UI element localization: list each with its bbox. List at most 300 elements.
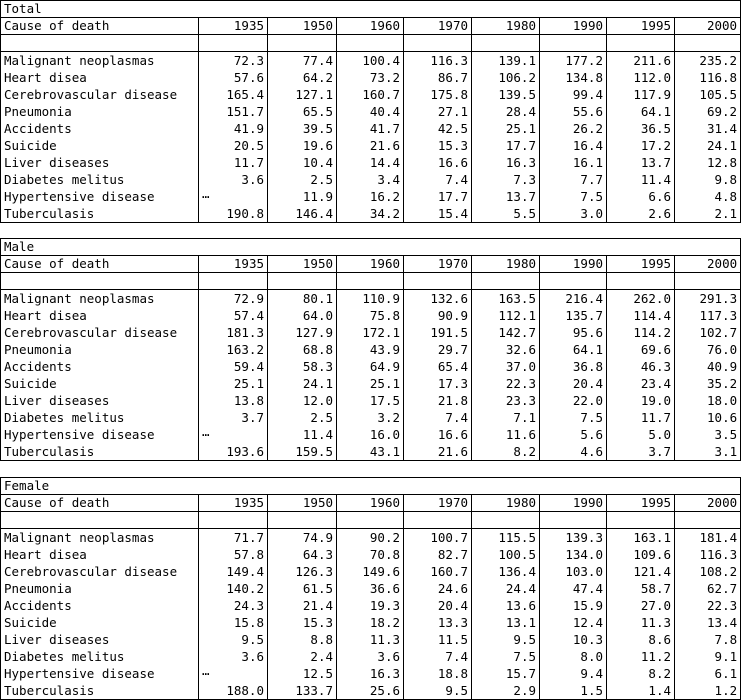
- value-cell: 15.7: [472, 665, 540, 682]
- value-cell: 74.9: [268, 529, 337, 547]
- value-cell: 165.4: [199, 86, 268, 103]
- value-cell: 7.5: [540, 409, 607, 426]
- value-cell: 17.2: [607, 137, 675, 154]
- value-cell: 20.4: [540, 375, 607, 392]
- value-cell: 15.8: [199, 614, 268, 631]
- value-cell: 5.5: [472, 205, 540, 223]
- value-cell: 11.7: [607, 409, 675, 426]
- cause-label: Heart disea: [1, 546, 199, 563]
- value-cell: 25.1: [199, 375, 268, 392]
- cause-label: Tuberculasis: [1, 205, 199, 223]
- empty-cell: [404, 35, 472, 52]
- value-cell: 15.3: [268, 614, 337, 631]
- value-cell: 11.3: [607, 614, 675, 631]
- value-cell: 77.4: [268, 52, 337, 70]
- value-cell: …: [202, 665, 210, 678]
- value-cell: 13.7: [607, 154, 675, 171]
- table-row: [1, 69, 741, 86]
- value-cell: 7.4: [404, 648, 472, 665]
- empty-cell: [1, 35, 199, 52]
- value-cell: 20.5: [199, 137, 268, 154]
- cause-label: Liver diseases: [1, 631, 199, 648]
- value-cell: 13.7: [472, 188, 540, 205]
- table-row: [1, 631, 741, 648]
- value-cell: 8.2: [472, 443, 540, 461]
- value-cell: 12.8: [675, 154, 741, 171]
- value-cell: 7.5: [540, 188, 607, 205]
- value-cell: 58.3: [268, 358, 337, 375]
- value-cell: 57.8: [199, 546, 268, 563]
- value-cell: 235.2: [675, 52, 741, 70]
- table-row: [1, 86, 741, 103]
- column-header-year: 1970: [404, 18, 472, 35]
- value-cell: 3.2: [337, 409, 404, 426]
- value-cell: 41.9: [199, 120, 268, 137]
- value-cell: 1.2: [675, 682, 741, 700]
- value-cell: 64.1: [607, 103, 675, 120]
- section-title: Male: [1, 239, 741, 256]
- column-header-year: 1995: [607, 18, 675, 35]
- section-title: Total: [1, 1, 741, 18]
- cause-label: Liver diseases: [1, 154, 199, 171]
- table-row: [1, 409, 741, 426]
- table-row: [1, 120, 741, 137]
- value-cell: 35.2: [675, 375, 741, 392]
- value-cell: 24.6: [404, 580, 472, 597]
- empty-cell: [268, 273, 337, 290]
- value-cell: 163.1: [607, 529, 675, 547]
- column-header-year: 1960: [337, 18, 404, 35]
- value-cell: 2.9: [472, 682, 540, 700]
- value-cell: 7.3: [472, 171, 540, 188]
- column-header-year: 1960: [337, 495, 404, 512]
- value-cell: 12.0: [268, 392, 337, 409]
- empty-cell: [199, 273, 268, 290]
- value-cell: 149.6: [337, 563, 404, 580]
- value-cell: 151.7: [199, 103, 268, 120]
- value-cell: 71.7: [199, 529, 268, 547]
- table-row: [1, 103, 741, 120]
- column-header-year: 1980: [472, 495, 540, 512]
- cause-label: Hypertensive disease: [1, 188, 199, 205]
- spacer-row: [1, 273, 741, 290]
- value-cell: 13.6: [472, 597, 540, 614]
- column-header-year: 1980: [472, 256, 540, 273]
- empty-cell: [1, 512, 199, 529]
- value-cell: 6.1: [675, 665, 741, 682]
- table-row: [1, 597, 741, 614]
- value-cell: 18.8: [404, 665, 472, 682]
- cause-label: Suicide: [1, 614, 199, 631]
- value-cell: 21.6: [337, 137, 404, 154]
- value-cell-wrapper: [199, 426, 268, 443]
- cause-label: Cerebrovascular disease: [1, 563, 199, 580]
- cause-label: Accidents: [1, 597, 199, 614]
- value-cell: 99.4: [540, 86, 607, 103]
- value-cell: 135.7: [540, 307, 607, 324]
- value-cell: 24.4: [472, 580, 540, 597]
- value-cell: 8.2: [607, 665, 675, 682]
- value-cell: 177.2: [540, 52, 607, 70]
- value-cell: 9.5: [472, 631, 540, 648]
- value-cell: 22.3: [675, 597, 741, 614]
- value-cell: 4.8: [675, 188, 741, 205]
- value-cell: 10.4: [268, 154, 337, 171]
- empty-cell: [337, 273, 404, 290]
- value-cell: 16.3: [337, 665, 404, 682]
- value-cell: 14.4: [337, 154, 404, 171]
- section-title-row: [1, 478, 741, 495]
- cause-label: Accidents: [1, 120, 199, 137]
- value-cell: 110.9: [337, 290, 404, 308]
- value-cell: 116.3: [404, 52, 472, 70]
- value-cell: 11.3: [337, 631, 404, 648]
- value-cell: 6.6: [607, 188, 675, 205]
- column-header-year: 2000: [675, 256, 741, 273]
- value-cell: 163.5: [472, 290, 540, 308]
- value-cell: 100.7: [404, 529, 472, 547]
- value-cell: 7.7: [540, 171, 607, 188]
- value-cell: 16.4: [540, 137, 607, 154]
- empty-cell: [540, 35, 607, 52]
- value-cell: 7.8: [675, 631, 741, 648]
- value-cell: 15.9: [540, 597, 607, 614]
- empty-cell: [472, 273, 540, 290]
- value-cell: 121.4: [607, 563, 675, 580]
- spacer-row: [1, 35, 741, 52]
- value-cell: 105.5: [675, 86, 741, 103]
- value-cell: 1.5: [540, 682, 607, 700]
- value-cell: 140.2: [199, 580, 268, 597]
- value-cell: 26.2: [540, 120, 607, 137]
- value-cell: 18.2: [337, 614, 404, 631]
- value-cell: 3.7: [607, 443, 675, 461]
- value-cell: 16.6: [404, 154, 472, 171]
- cause-label: Suicide: [1, 137, 199, 154]
- value-cell: 193.6: [199, 443, 268, 461]
- value-cell: 2.6: [607, 205, 675, 223]
- value-cell: 17.7: [472, 137, 540, 154]
- value-cell: 4.6: [540, 443, 607, 461]
- section-total: [0, 0, 741, 223]
- value-cell: 11.2: [607, 648, 675, 665]
- value-cell: 69.2: [675, 103, 741, 120]
- table-row: [1, 443, 741, 461]
- value-cell: 40.9: [675, 358, 741, 375]
- column-header-year: 1935: [199, 256, 268, 273]
- value-cell: 40.4: [337, 103, 404, 120]
- value-cell: 69.6: [607, 341, 675, 358]
- column-header-year: 1980: [472, 18, 540, 35]
- value-cell: 190.8: [199, 205, 268, 223]
- table-row: [1, 529, 741, 547]
- value-cell: 34.2: [337, 205, 404, 223]
- value-cell: 112.1: [472, 307, 540, 324]
- value-cell: 90.9: [404, 307, 472, 324]
- column-header-year: 1990: [540, 495, 607, 512]
- cause-label: Accidents: [1, 358, 199, 375]
- table-row: [1, 580, 741, 597]
- cause-label: Malignant neoplasmas: [1, 529, 199, 547]
- column-header-year: 1995: [607, 495, 675, 512]
- empty-cell: [404, 512, 472, 529]
- empty-cell: [199, 512, 268, 529]
- value-cell: 61.5: [268, 580, 337, 597]
- value-cell: 8.8: [268, 631, 337, 648]
- empty-cell: [337, 512, 404, 529]
- section-female: [0, 477, 741, 700]
- table-row: [1, 358, 741, 375]
- value-cell: 102.7: [675, 324, 741, 341]
- cause-label: Suicide: [1, 375, 199, 392]
- empty-cell: [472, 512, 540, 529]
- column-header-year: 1950: [268, 18, 337, 35]
- column-header-year: 1935: [199, 18, 268, 35]
- value-cell: 134.8: [540, 69, 607, 86]
- header-row: [1, 495, 741, 512]
- value-cell: 20.4: [404, 597, 472, 614]
- value-cell-wrapper: [199, 665, 268, 682]
- cause-label: Tuberculasis: [1, 443, 199, 461]
- value-cell: 191.5: [404, 324, 472, 341]
- value-cell: 8.0: [540, 648, 607, 665]
- value-cell: 80.1: [268, 290, 337, 308]
- value-cell: 10.6: [675, 409, 741, 426]
- value-cell: 62.7: [675, 580, 741, 597]
- value-cell: 3.0: [540, 205, 607, 223]
- table-row: [1, 682, 741, 700]
- value-cell: 76.0: [675, 341, 741, 358]
- value-cell: 46.3: [607, 358, 675, 375]
- value-cell: 149.4: [199, 563, 268, 580]
- table-row: [1, 563, 741, 580]
- value-cell: 159.5: [268, 443, 337, 461]
- value-cell: 15.3: [404, 137, 472, 154]
- value-cell: 117.3: [675, 307, 741, 324]
- value-cell: 11.9: [268, 188, 337, 205]
- cause-label: Hypertensive disease: [1, 426, 199, 443]
- column-header-year: 1970: [404, 256, 472, 273]
- table-row: [1, 648, 741, 665]
- value-cell-wrapper: [199, 188, 268, 205]
- value-cell: 136.4: [472, 563, 540, 580]
- value-cell: 117.9: [607, 86, 675, 103]
- value-cell: 82.7: [404, 546, 472, 563]
- value-cell: 139.1: [472, 52, 540, 70]
- value-cell: 12.4: [540, 614, 607, 631]
- value-cell: 58.7: [607, 580, 675, 597]
- value-cell: 7.4: [404, 409, 472, 426]
- value-cell: 16.2: [337, 188, 404, 205]
- empty-cell: [540, 273, 607, 290]
- column-header-year: 1935: [199, 495, 268, 512]
- value-cell: 21.6: [404, 443, 472, 461]
- value-cell: 17.3: [404, 375, 472, 392]
- value-cell: 17.5: [337, 392, 404, 409]
- value-cell: 72.3: [199, 52, 268, 70]
- column-header-year: 2000: [675, 495, 741, 512]
- value-cell: 5.6: [540, 426, 607, 443]
- column-header-cause: Cause of death: [1, 18, 199, 35]
- empty-cell: [199, 35, 268, 52]
- table-row: [1, 137, 741, 154]
- value-cell: 11.4: [268, 426, 337, 443]
- value-cell: 211.6: [607, 52, 675, 70]
- value-cell: 126.3: [268, 563, 337, 580]
- empty-cell: [268, 35, 337, 52]
- table-row: [1, 171, 741, 188]
- value-cell: 7.1: [472, 409, 540, 426]
- column-header-cause: Cause of death: [1, 495, 199, 512]
- value-cell: 64.9: [337, 358, 404, 375]
- value-cell: 114.4: [607, 307, 675, 324]
- cause-label: Hypertensive disease: [1, 665, 199, 682]
- value-cell: 42.5: [404, 120, 472, 137]
- value-cell: 24.1: [268, 375, 337, 392]
- value-cell: 2.5: [268, 409, 337, 426]
- table-row: [1, 324, 741, 341]
- empty-cell: [607, 35, 675, 52]
- value-cell: 31.4: [675, 120, 741, 137]
- value-cell: 25.1: [337, 375, 404, 392]
- value-cell: 103.0: [540, 563, 607, 580]
- value-cell: 106.2: [472, 69, 540, 86]
- value-cell: …: [202, 426, 210, 439]
- value-cell: 5.0: [607, 426, 675, 443]
- value-cell: 188.0: [199, 682, 268, 700]
- value-cell: 64.3: [268, 546, 337, 563]
- data-table: [0, 238, 741, 461]
- value-cell: 24.1: [675, 137, 741, 154]
- data-table: [0, 0, 741, 223]
- value-cell: 70.8: [337, 546, 404, 563]
- value-cell: 36.8: [540, 358, 607, 375]
- value-cell: 27.0: [607, 597, 675, 614]
- value-cell: 18.0: [675, 392, 741, 409]
- value-cell: 181.4: [675, 529, 741, 547]
- value-cell: 172.1: [337, 324, 404, 341]
- empty-cell: [540, 512, 607, 529]
- value-cell: 57.6: [199, 69, 268, 86]
- value-cell: 108.2: [675, 563, 741, 580]
- cause-label: Pneumonia: [1, 341, 199, 358]
- value-cell: 9.1: [675, 648, 741, 665]
- empty-cell: [404, 273, 472, 290]
- value-cell: 7.4: [404, 171, 472, 188]
- value-cell: 13.3: [404, 614, 472, 631]
- value-cell: 8.6: [607, 631, 675, 648]
- value-cell: 86.7: [404, 69, 472, 86]
- value-cell: 64.0: [268, 307, 337, 324]
- value-cell: 100.5: [472, 546, 540, 563]
- value-cell: 25.6: [337, 682, 404, 700]
- header-row: [1, 256, 741, 273]
- value-cell: 116.8: [675, 69, 741, 86]
- value-cell: 22.0: [540, 392, 607, 409]
- value-cell: 132.6: [404, 290, 472, 308]
- value-cell: 22.3: [472, 375, 540, 392]
- value-cell: 41.7: [337, 120, 404, 137]
- value-cell: 23.3: [472, 392, 540, 409]
- value-cell: 127.1: [268, 86, 337, 103]
- data-table: [0, 477, 741, 700]
- value-cell: 32.6: [472, 341, 540, 358]
- value-cell: 17.7: [404, 188, 472, 205]
- empty-cell: [675, 512, 741, 529]
- value-cell: 3.6: [337, 648, 404, 665]
- value-cell: 3.4: [337, 171, 404, 188]
- value-cell: 36.5: [607, 120, 675, 137]
- value-cell: 95.6: [540, 324, 607, 341]
- value-cell: 13.4: [675, 614, 741, 631]
- value-cell: 163.2: [199, 341, 268, 358]
- value-cell: 28.4: [472, 103, 540, 120]
- empty-cell: [337, 35, 404, 52]
- value-cell: 47.4: [540, 580, 607, 597]
- value-cell: 29.7: [404, 341, 472, 358]
- table-row: [1, 52, 741, 70]
- value-cell: 13.1: [472, 614, 540, 631]
- empty-cell: [1, 273, 199, 290]
- table-row: [1, 154, 741, 171]
- value-cell: 10.3: [540, 631, 607, 648]
- value-cell: 21.4: [268, 597, 337, 614]
- value-cell: 19.3: [337, 597, 404, 614]
- value-cell: 11.6: [472, 426, 540, 443]
- column-header-year: 1990: [540, 18, 607, 35]
- value-cell: 39.5: [268, 120, 337, 137]
- value-cell: 11.4: [607, 171, 675, 188]
- value-cell: 27.1: [404, 103, 472, 120]
- column-header-cause: Cause of death: [1, 256, 199, 273]
- table-row: [1, 614, 741, 631]
- value-cell: 16.0: [337, 426, 404, 443]
- value-cell: 127.9: [268, 324, 337, 341]
- value-cell: 175.8: [404, 86, 472, 103]
- value-cell: 114.2: [607, 324, 675, 341]
- value-cell: 7.5: [472, 648, 540, 665]
- value-cell: 2.4: [268, 648, 337, 665]
- empty-cell: [607, 273, 675, 290]
- header-row: [1, 18, 741, 35]
- value-cell: 21.8: [404, 392, 472, 409]
- value-cell: 9.5: [404, 682, 472, 700]
- value-cell: 19.6: [268, 137, 337, 154]
- value-cell: 100.4: [337, 52, 404, 70]
- value-cell: 3.5: [675, 426, 741, 443]
- cause-label: Cerebrovascular disease: [1, 86, 199, 103]
- cause-label: Malignant neoplasmas: [1, 52, 199, 70]
- value-cell: 142.7: [472, 324, 540, 341]
- value-cell: 116.3: [675, 546, 741, 563]
- spacer-row: [1, 512, 741, 529]
- empty-cell: [675, 273, 741, 290]
- value-cell: 64.2: [268, 69, 337, 86]
- value-cell: 37.0: [472, 358, 540, 375]
- value-cell: 109.6: [607, 546, 675, 563]
- cause-label: Diabetes melitus: [1, 648, 199, 665]
- table-row: [1, 290, 741, 308]
- value-cell: 2.1: [675, 205, 741, 223]
- value-cell: 16.1: [540, 154, 607, 171]
- value-cell: 65.5: [268, 103, 337, 120]
- value-cell: 19.0: [607, 392, 675, 409]
- value-cell: 181.3: [199, 324, 268, 341]
- value-cell: 57.4: [199, 307, 268, 324]
- value-cell: 72.9: [199, 290, 268, 308]
- column-header-year: 1950: [268, 256, 337, 273]
- value-cell: 12.5: [268, 665, 337, 682]
